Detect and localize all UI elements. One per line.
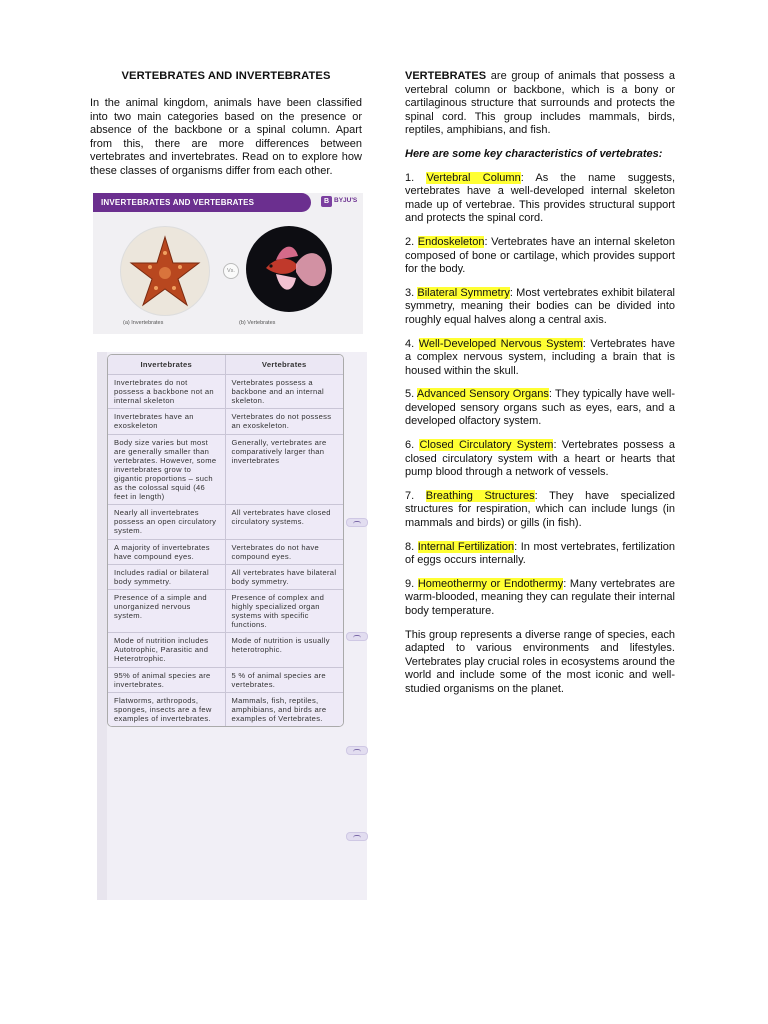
header-invertebrates: Invertebrates [108,355,226,374]
betta-fish-image [246,226,332,312]
image-header: INVERTEBRATES AND VERTEBRATES [93,193,311,212]
table-cell: A majority of invertebrates have compound eyes. [108,540,226,564]
starfish-image [120,226,210,316]
table-cell: All vertebrates have closed circulatory systems. [231,508,331,527]
table-cell: Mode of nutrition is usually heterotrophic. [231,636,330,655]
caption-invertebrates: (a) Invertebrates [123,320,164,326]
scroll-tab-icon[interactable] [346,518,368,527]
table-row [108,668,343,693]
table-row [108,633,343,667]
comparison-table-panel [97,352,367,900]
characteristic-item: 1. Vertebral Column: As the name suggests, vertebrates have a well-developed internal skeleton made up of vertebrae. This provides structural support and protects the spinal cord. [405,171,675,225]
panel-strip [97,352,107,900]
highlighted-term: Bilateral Symmetry [417,286,510,299]
characteristic-item: 8. Internal Fertilization: In most vertebrates, fertilization of eggs occurs internally. [405,540,675,567]
vertebrates-intro [405,70,675,138]
table-cell: Generally, vertebrates are comparatively larger than invertebrates [231,437,327,465]
scroll-tab-icon[interactable] [346,746,368,755]
starfish-icon [121,227,209,315]
table-cell: Vertebrates do not have compound eyes. [231,542,320,561]
characteristic-item: 2. Endoskeleton: Vertebrates have an internal skeleton composed of bone or cartilage, which provides support for the body. [405,235,675,276]
header-vertebrates: Vertebrates [261,360,307,369]
highlighted-term: Internal Fertilization [417,540,515,553]
intro-paragraph: In the animal kingdom, animals have been classified into two main categories based on the presence or absence of the backbone or a spinal column. Apart from this, there are more differences between vertebrates and invertebrates. Read on to explore how these classes of organisms differ from each other. [90,97,362,177]
characteristic-item: 7. Breathing Structures: They have specialized structures for respiration, which can include lungs (in mammals and birds) or gills (in fish). [405,489,675,530]
characteristic-item: 6. Closed Circulatory System: Vertebrates possess a closed circulatory system with a heart or hearts that pump blood through a network of vessels. [405,439,675,479]
right-column [405,70,675,707]
table-cell: Invertebrates have an exoskeleton [108,409,226,433]
characteristic-item: 5. Advanced Sensory Organs: They typically have well-developed sensory organs such as eyes, ears, and a developed olfactory system. [405,388,676,428]
table-cell: Includes radial or bilateral body symmetry. [108,565,226,589]
intro-term: VERTEBRATES [405,70,487,82]
vs-badge: Vs. [223,263,239,279]
highlighted-term: Closed Circulatory System [419,439,554,452]
table-row [108,540,343,565]
byjus-logo [321,196,357,209]
table-cell: Flatworms, arthropods, sponges, insects are a few examples of invertebrates. [108,693,226,726]
table-row [108,590,343,633]
comparison-table [107,354,344,727]
comparison-image [93,193,363,334]
table-cell: Presence of a simple and unorganized nervous system. [108,590,226,632]
scroll-tab-icon[interactable] [346,632,368,641]
table-cell: Presence of complex and highly specialized organ systems with specific functions. [231,592,325,630]
table-cell: Body size varies but most are generally smaller than vertebrates. However, some invertebrates grow to gigantic proportions – such as the colossal squid (46 feet in length) [108,435,226,505]
table-cell: Invertebrates do not possess a backbone not an internal skeleton [108,375,226,408]
table-row [108,565,343,590]
characteristic-item: 3. Bilateral Symmetry: Most vertebrates exhibit bilateral symmetry, meaning their bodies can be divided into roughly equal halves along a central axis. [405,286,676,326]
table-header-row [108,355,343,375]
highlighted-term: Breathing Structures [425,489,535,502]
table-cell: All vertebrates have bilateral body symmetry. [231,567,337,586]
left-column [90,70,362,189]
intro-rest: are group of animals that possess a vertebral column or backbone, which is a bony or cartilaginous structure that surrounds and protects the spinal cord. This group includes mammals, birds, reptiles, amphibians, and fish. [405,70,675,137]
table-cell: Vertebrates possess a backbone and an internal skeleton. [231,378,324,406]
closing-paragraph: This group represents a diverse range of species, each adapted to various environments and lifestyles. Vertebrates play crucial roles in ecosystems around the world and include some of the most iconic and well-studied organisms on the planet. [405,628,675,695]
table-cell: Nearly all invertebrates possess an open circulatory system. [108,505,226,538]
document-title: VERTEBRATES AND INVERTEBRATES [121,70,331,82]
table-cell: 95% of animal species are invertebrates. [108,668,226,692]
highlighted-term: Vertebral Column [426,171,521,184]
highlighted-term: Homeothermy or Endothermy [417,577,564,590]
characteristic-item: 4. Well-Developed Nervous System: Vertebrates have a complex nervous system, including a brain that is housed within the skull. [405,337,675,377]
table-row [108,505,343,539]
logo-text: BYJU'S [334,197,358,204]
caption-vertebrates: (b) Vertebrates [239,320,276,326]
table-row [108,693,343,726]
table-cell: Vertebrates do not possess an exoskeleton. [231,412,332,431]
logo-mark: B [321,196,332,207]
table-cell: 5 % of animal species are vertebrates. [231,670,326,689]
highlighted-term: Advanced Sensory Organs [416,388,549,401]
highlighted-term: Well-Developed Nervous System [418,337,583,350]
table-row [108,435,343,506]
table-row [108,375,343,409]
highlighted-term: Endoskeleton [417,235,485,248]
table-cell: Mammals, fish, reptiles, amphibians, and birds are examples of Vertebrates. [231,695,327,723]
table-cell: Mode of nutrition includes Autotrophic, Parasitic and Heterotrophic. [108,633,226,666]
scroll-tab-icon[interactable] [346,832,368,841]
table-row [108,409,343,434]
key-characteristics-heading: Here are some key characteristics of vertebrates: [405,147,663,160]
characteristic-item: 9. Homeothermy or Endothermy: Many vertebrates are warm-blooded, meaning they can regulate their internal body temperature. [405,577,675,617]
fish-icon [246,226,332,312]
